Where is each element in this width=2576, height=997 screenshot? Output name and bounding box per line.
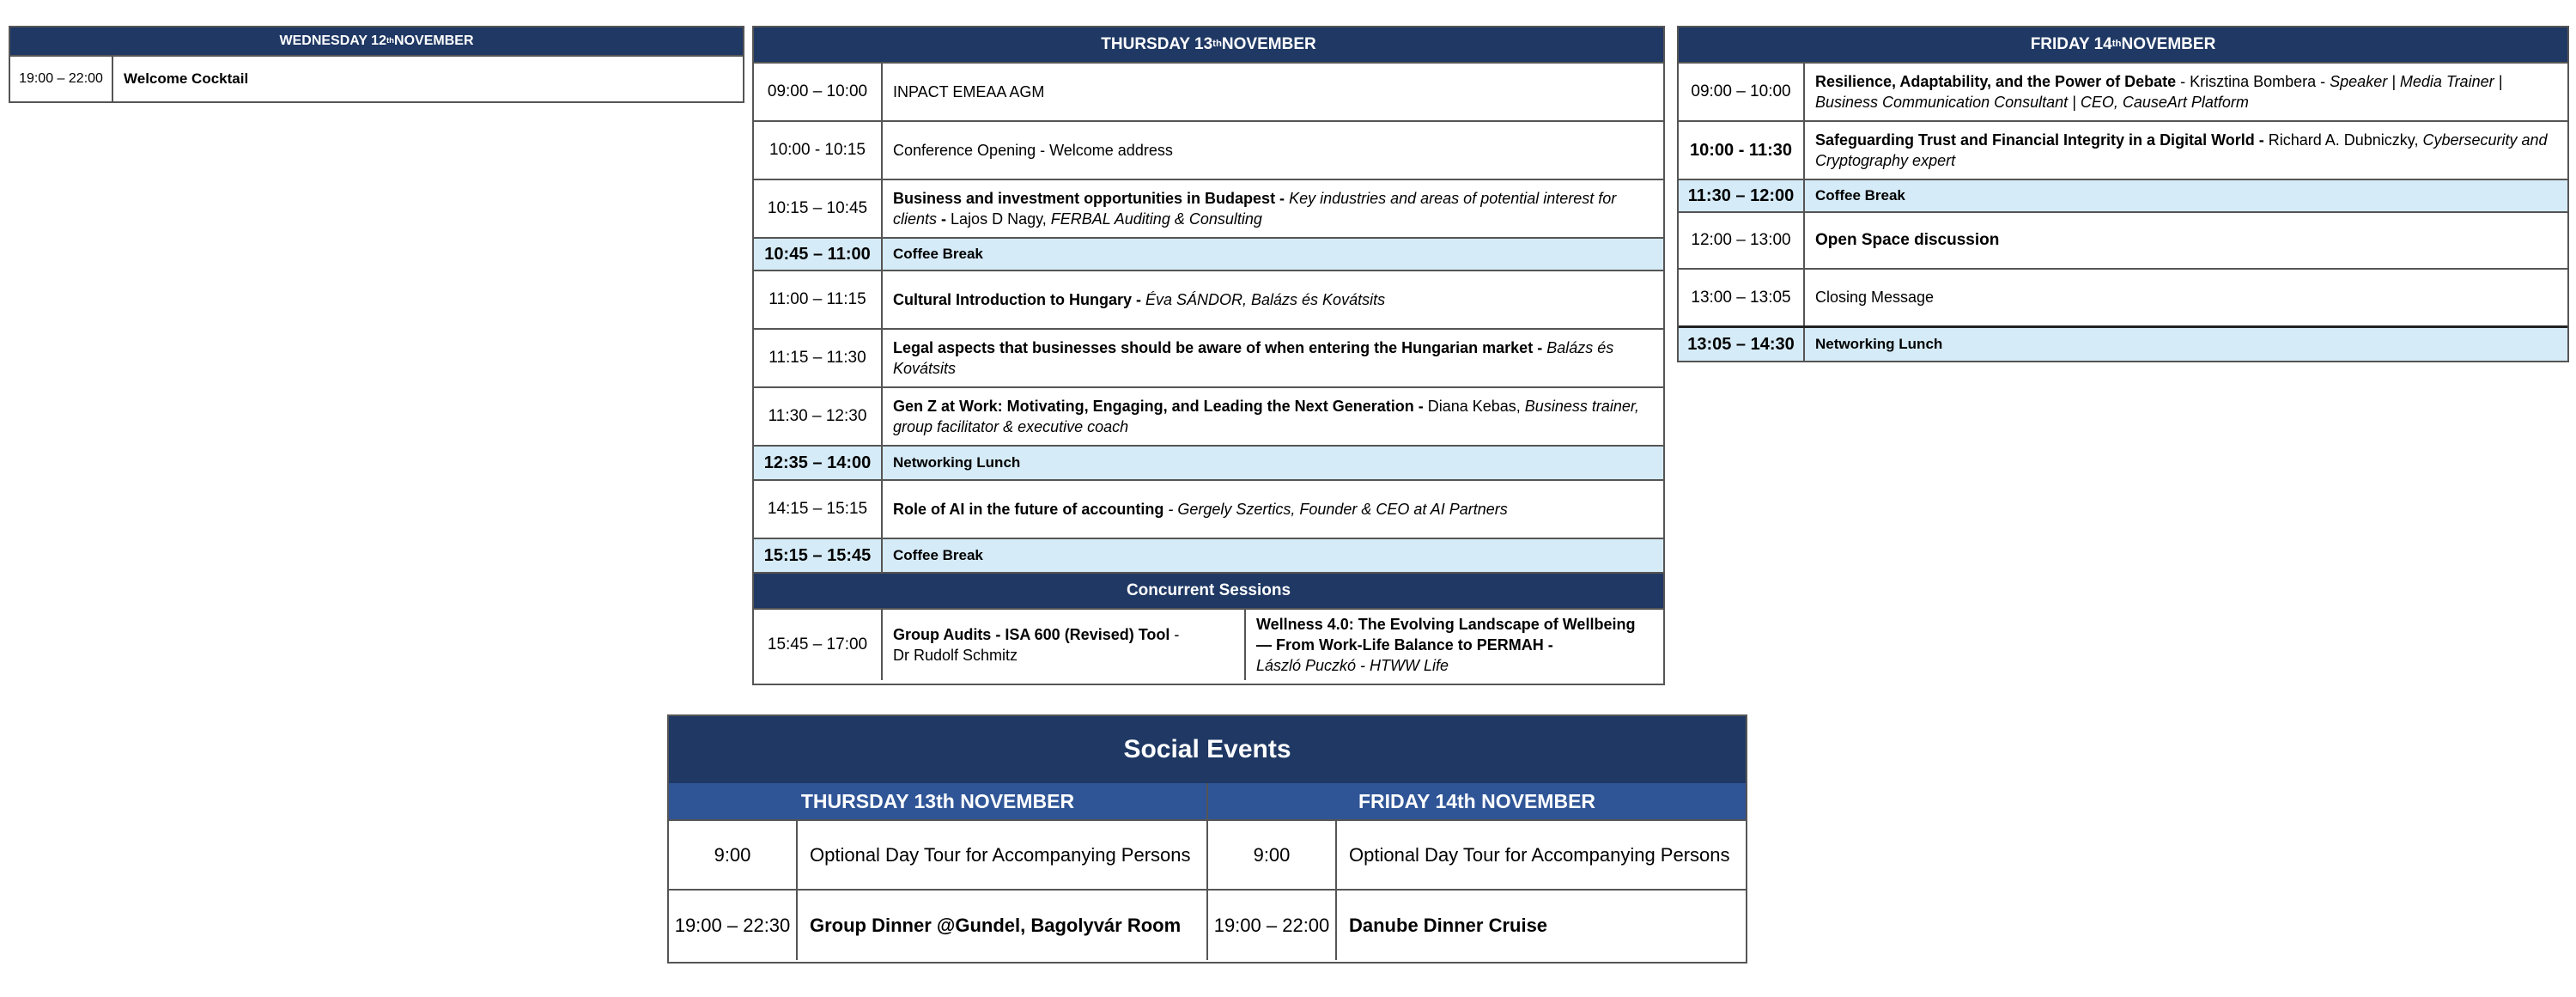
thursday-schedule <box>752 26 1665 685</box>
session-description <box>1805 122 2567 179</box>
event-title: Danube Dinner Cruise <box>1349 914 1548 936</box>
session-time: 14:15 – 15:15 <box>754 481 883 538</box>
event-time: 9:00 <box>669 821 798 889</box>
speaker-affiliation: FERBAL Auditing & Consulting <box>1050 210 1262 228</box>
social-row <box>669 821 1746 891</box>
schedule-row <box>754 64 1663 122</box>
session-time: 09:00 – 10:00 <box>754 64 883 120</box>
concurrent-sessions-header: Concurrent Sessions <box>754 574 1663 610</box>
break-row <box>1679 328 2567 361</box>
session-topic: Key industries and areas of potential interest for clients <box>893 189 1617 228</box>
session-time: 10:00 - 11:30 <box>1679 122 1805 179</box>
break-time: 11:30 – 12:00 <box>1679 180 1805 211</box>
schedule-row <box>754 271 1663 330</box>
session-title: Welcome Cocktail <box>124 70 249 87</box>
speaker-affiliation: - Gergely Szertics, Founder & CEO at AI Partners <box>1163 500 1508 518</box>
break-row <box>754 539 1663 574</box>
break-row <box>754 447 1663 481</box>
break-time: 12:35 – 14:00 <box>754 447 883 479</box>
session-title: Gen Z at Work: Motivating, Engaging, and Leading the Next Generation - <box>893 397 1428 415</box>
schedule-row <box>1679 122 2567 180</box>
break-label: Networking Lunch <box>1815 335 1943 352</box>
schedule-row <box>754 180 1663 239</box>
session-title: Resilience, Adaptability, and the Power of Debate <box>1815 72 2177 90</box>
session-title: Cultural Introduction to Hungary - <box>893 290 1145 308</box>
social-events-title: Social Events <box>669 716 1746 783</box>
social-row <box>669 891 1746 960</box>
schedule-row <box>1679 270 2567 328</box>
thursday-header: THURSDAY 13 $^{th}$ NOVEMBER <box>754 27 1663 64</box>
social-event-thursday <box>669 821 1208 889</box>
break-label: Coffee Break <box>893 245 983 262</box>
schedule-row <box>754 481 1663 539</box>
schedule-row <box>754 330 1663 388</box>
session-description <box>883 481 1518 538</box>
session-description <box>883 271 1395 328</box>
session-time: 11:15 – 11:30 <box>754 330 883 386</box>
session-title: Safeguarding Trust and Financial Integrity in a Digital World - <box>1815 131 2269 149</box>
speaker-affiliation: Speaker | Media Trainer | Business Communication Consultant | CEO, CauseArt Platform <box>1815 72 2503 111</box>
event-time: 9:00 <box>1208 821 1337 889</box>
event-title: Optional Day Tour for Accompanying Persons <box>810 843 1191 866</box>
concurrent-session-a: Group Audits - ISA 600 (Revised) Tool - Dr Rudolf Schmitz <box>883 610 1246 680</box>
schedule-row <box>754 122 1663 180</box>
session-time: 09:00 – 10:00 <box>1679 64 1805 120</box>
session-time: 10:00 - 10:15 <box>754 122 883 179</box>
session-time: 15:45 – 17:00 <box>754 610 883 680</box>
session-title: Group Audits - ISA 600 (Revised) Tool <box>893 625 1170 643</box>
speaker-name: Richard A. Dubniczky, <box>2268 131 2423 149</box>
speaker-name: László Puczkó - HTWW Life <box>1256 657 1449 675</box>
social-events <box>667 714 1747 964</box>
speaker-affiliation: Éva SÁNDOR, Balázs és Kovátsits <box>1145 290 1386 308</box>
break-row <box>754 239 1663 271</box>
break-time: 15:15 – 15:45 <box>754 539 883 572</box>
speaker-name: Lajos D Nagy, <box>951 210 1051 228</box>
social-event-friday <box>1208 821 1746 889</box>
session-time: 11:00 – 11:15 <box>754 271 883 328</box>
social-event-friday <box>1208 891 1746 960</box>
session-title: Wellness 4.0: The Evolving Landscape of Wellbeing — From Work-Life Balance to PERMAH <box>1256 615 1636 654</box>
session-title: INPACT EMEAA AGM <box>893 82 1045 100</box>
session-time: 19:00 – 22:00 <box>10 57 113 101</box>
session-description <box>883 330 1663 386</box>
speaker-affiliation: Balázs és Kovátsits <box>893 338 1614 377</box>
concurrent-sessions-row <box>754 610 1663 680</box>
session-time: 12:00 – 13:00 <box>1679 213 1805 268</box>
break-label: Coffee Break <box>893 546 983 563</box>
speaker-name: Diana Kebas, <box>1427 397 1525 415</box>
session-description: Business and investment opportunities in Budapest - Key industries and areas of potential interest for clients - Lajos D Nagy, FERBAL Auditing & Consulting <box>893 189 1617 228</box>
session-title: Open Space discussion <box>1815 231 2000 250</box>
session-description <box>883 388 1663 445</box>
speaker-affiliation: Cybersecurity and Cryptography expert <box>1815 131 2548 169</box>
schedule-row <box>1679 213 2567 270</box>
schedule-row <box>1679 64 2567 122</box>
break-time: 10:45 – 11:00 <box>754 239 883 270</box>
session-title: Closing Message <box>1815 289 1935 307</box>
break-time: 13:05 – 14:30 <box>1679 328 1805 361</box>
session-title: Conference Opening - Welcome address <box>893 141 1173 159</box>
speaker-name: Dr Rudolf Schmitz <box>893 647 1018 664</box>
social-friday-header: FRIDAY 14th NOVEMBER <box>1358 789 1596 812</box>
session-title: Legal aspects that businesses should be aware of when entering the Hungarian market - <box>893 338 1547 356</box>
event-time: 19:00 – 22:00 <box>1208 891 1337 960</box>
event-title: Optional Day Tour for Accompanying Persons <box>1349 843 1730 866</box>
concurrent-sessions <box>883 610 1663 680</box>
social-events-day-headers <box>669 783 1746 821</box>
session-title: Role of AI in the future of accounting <box>893 500 1164 518</box>
friday-header: FRIDAY 14 $^{th}$ NOVEMBER <box>1679 27 2567 64</box>
speaker-name: - Krisztina Bombera - <box>2176 72 2330 90</box>
speaker-affiliation: Business trainer, group facilitator & executive coach <box>893 397 1639 435</box>
friday-schedule <box>1677 26 2569 362</box>
schedule-row <box>10 57 743 101</box>
event-time: 19:00 – 22:30 <box>669 891 798 960</box>
session-description <box>1805 64 2567 120</box>
event-title: Group Dinner @Gundel, Bagolyvár Room <box>810 914 1182 936</box>
schedule-row <box>754 388 1663 447</box>
wednesday-schedule <box>9 26 744 103</box>
concurrent-session-b: Wellness 4.0: The Evolving Landscape of Wellbeing — From Work-Life Balance to PERMAH - László Puczkó - HTWW Life <box>1256 615 1636 675</box>
break-row <box>1679 180 2567 213</box>
social-thursday-header: THURSDAY 13th NOVEMBER <box>669 783 1208 819</box>
social-event-thursday <box>669 891 1208 960</box>
session-time: 13:00 – 13:05 <box>1679 270 1805 325</box>
break-label: Coffee Break <box>1815 186 1905 204</box>
wednesday-header: WEDNESDAY 12 $^{th}$ NOVEMBER <box>10 27 743 57</box>
session-time: 11:30 – 12:30 <box>754 388 883 445</box>
session-time: 10:15 – 10:45 <box>754 180 883 237</box>
session-title: Business and investment opportunities in Budapest - <box>893 189 1290 207</box>
break-label: Networking Lunch <box>893 453 1021 471</box>
